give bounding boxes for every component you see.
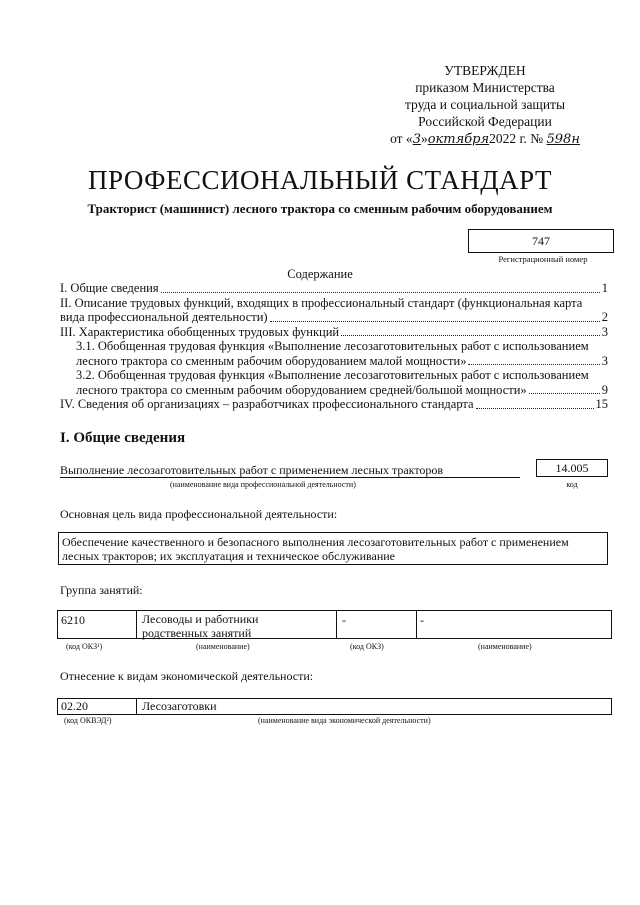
okz-code-1: 6210	[61, 613, 85, 627]
toc-title: Содержание	[287, 267, 353, 281]
registration-label: Регистрационный номер	[498, 254, 588, 264]
activity-underline	[60, 477, 520, 478]
toc-item-3[interactable]: III. Характеристика обобщенных трудовых функций 3	[60, 324, 608, 339]
toc-item-3-1[interactable]: лесного трактора со сменным рабочим оборудованием малой мощности» 3	[76, 353, 608, 368]
group-label: Группа занятий:	[60, 583, 143, 597]
toc-item-1[interactable]: I. Общие сведения 1	[60, 281, 608, 295]
okved-name: Лесозаготовки	[142, 699, 217, 713]
approval-line-3: труда и социальной защиты	[404, 97, 566, 112]
goal-text-2: лесных тракторов; их эксплуатация и техническое обслуживание	[62, 549, 396, 563]
approval-block	[370, 62, 600, 148]
okved-code: 02.20	[61, 699, 88, 713]
occupation-table	[57, 610, 612, 639]
goal-label: Основная цель вида профессиональной деятельности:	[60, 507, 338, 521]
approval-number: 598н	[546, 132, 580, 147]
document-subtitle: Тракторист (машинист) лесного трактора со сменным рабочим оборудованием	[87, 201, 553, 216]
activity-caption: (наименование вида профессиональной деятельности)	[170, 480, 356, 489]
approval-day: 3	[412, 132, 421, 147]
okz-name-2: -	[420, 613, 424, 627]
okz-code-caption-2: (код ОКЗ)	[350, 642, 384, 651]
approval-line-1: УТВЕРЖДЕН	[444, 63, 526, 78]
document-title: ПРОФЕССИОНАЛЬНЫЙ СТАНДАРТ	[87, 165, 553, 195]
toc-item-3-2[interactable]: лесного трактора со сменным рабочим оборудованием средней/большой мощности» 9	[76, 382, 608, 397]
table-of-contents	[60, 281, 608, 412]
activity-name: Выполнение лесозаготовительных работ с применением лесных тракторов	[60, 463, 444, 477]
goal-text-1: Обеспечение качественного и безопасного выполнения лесозаготовительных работ с применением	[62, 535, 569, 549]
okved-name-caption: (наименование вида экономической деятельности)	[258, 716, 431, 725]
toc-item-3-1-line-1[interactable]: 3.1. Обобщенная трудовая функция «Выполнение лесозаготовительных работ с использованием	[76, 339, 589, 353]
okved-code-caption: (код ОКВЭД²)	[64, 716, 112, 725]
toc-item-4[interactable]: IV. Сведения об организациях – разработчиках профессионального стандарта 15	[60, 397, 608, 411]
approval-line-2: приказом Министерства	[415, 80, 555, 95]
activity-code: 14.005	[536, 459, 608, 477]
code-caption: код	[566, 480, 578, 489]
okz-code-2: -	[342, 613, 346, 627]
toc-item-2-line-1[interactable]: II. Описание трудовых функций, входящих в профессиональный стандарт (функциональная карта	[60, 295, 583, 310]
section-heading: I. Общие сведения	[60, 430, 186, 446]
toc-item-2[interactable]: вида профессиональной деятельности) 2	[60, 310, 608, 324]
okz-name-caption-2: (наименование)	[478, 642, 532, 651]
okz-code-caption-1: (код ОКЗ¹)	[66, 642, 103, 651]
okz-name-1: Лесоводы и работники родственных занятий	[142, 612, 259, 640]
okved-table	[57, 698, 612, 715]
okz-name-caption-1: (наименование)	[196, 642, 250, 651]
goal-box	[58, 532, 608, 565]
approval-month: октября	[427, 132, 490, 147]
economic-activity-label: Отнесение к видам экономической деятельности:	[60, 669, 314, 683]
approval-line-4: Российской Федерации	[418, 114, 552, 129]
toc-item-3-2-line-1[interactable]: 3.2. Обобщенная трудовая функция «Выполнение лесозаготовительных работ с использованием	[76, 368, 589, 382]
approval-date-line: от «3»октября2022 г. № 598н	[390, 131, 580, 147]
approval-year: 2022 г. №	[489, 131, 544, 146]
registration-number-box: 747	[468, 229, 614, 253]
